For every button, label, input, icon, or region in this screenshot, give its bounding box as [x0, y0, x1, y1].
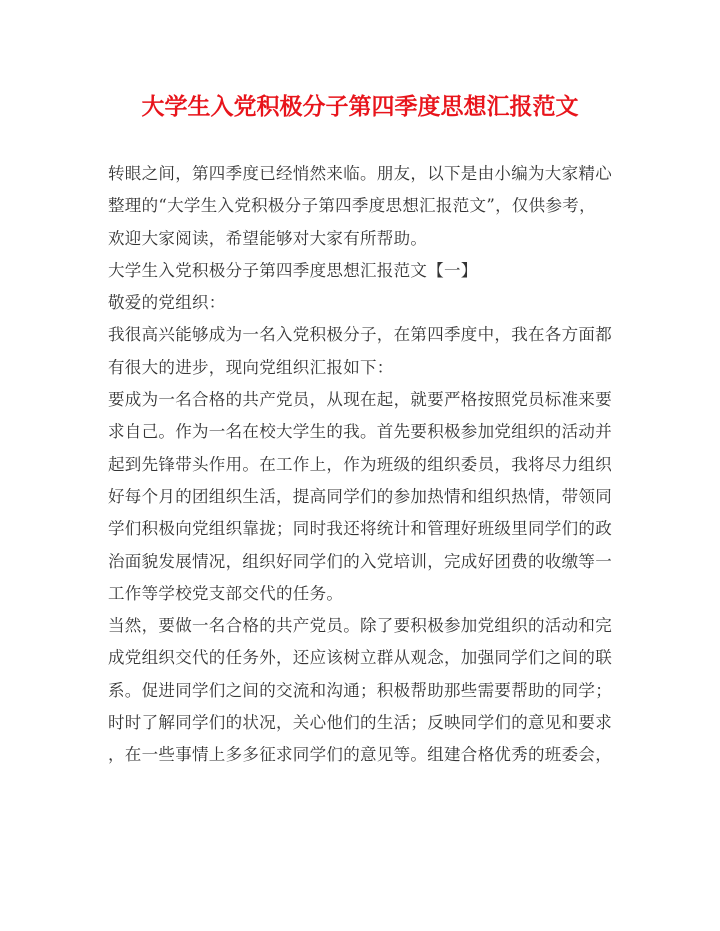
salutation: 敬爱的党组织： [108, 293, 226, 313]
body-line: 转眼之间，第四季度已经悄然来临。朋友，以下是由小编为大家精心 [108, 164, 612, 183]
body-line: 有很大的进步，现向党组织汇报如下： [108, 357, 394, 377]
body-line: ，在一些事情上多多征求同学们的意见等。组建合格优秀的班委会， [108, 745, 612, 765]
body-line: 要成为一名合格的共产党员，从现在起，就要严格按照党员标准来要 [108, 390, 612, 410]
body-line: 整理的“大学生入党积极分子第四季度思想汇报范文”，仅供参考， [108, 196, 596, 216]
body-line: 治面貌发展情况，组织好同学们的入党培训，完成好团费的收缴等一 [108, 551, 612, 571]
body-line: 时时了解同学们的状况，关心他们的生活；反映同学们的意见和要求 [108, 713, 612, 733]
body-line: 系。促进同学们之间的交流和沟通；积极帮助那些需要帮助的同学； [108, 680, 612, 700]
document-body [108, 158, 618, 772]
body-line: 求自己。作为一名在校大学生的我。首先要积极参加党组织的活动并 [108, 422, 612, 442]
body-line: 成党组织交代的任务外，还应该树立群从观念，加强同学们之间的联 [108, 648, 612, 668]
body-line: 学们积极向党组织靠拢；同时我还将统计和管理好班级里同学们的政 [108, 519, 612, 539]
section-heading: 大学生入党积极分子第四季度思想汇报范文【一】 [108, 260, 478, 280]
body-line: 当然，要做一名合格的共产党员。除了要积极参加党组织的活动和完 [108, 616, 612, 636]
document-title: 大学生入党积极分子第四季度思想汇报范文 [141, 93, 579, 120]
body-line: 工作等学校党支部交代的任务。 [108, 583, 344, 603]
body-line: 起到先锋带头作用。在工作上，作为班级的组织委员，我将尽力组织 [108, 454, 612, 474]
body-line: 好每个月的团组织生活，提高同学们的参加热情和组织热情，带领同 [108, 486, 612, 506]
body-line: 欢迎大家阅读，希望能够对大家有所帮助。 [108, 228, 428, 248]
body-line: 我很高兴能够成为一名入党积极分子，在第四季度中，我在各方面都 [108, 325, 612, 345]
